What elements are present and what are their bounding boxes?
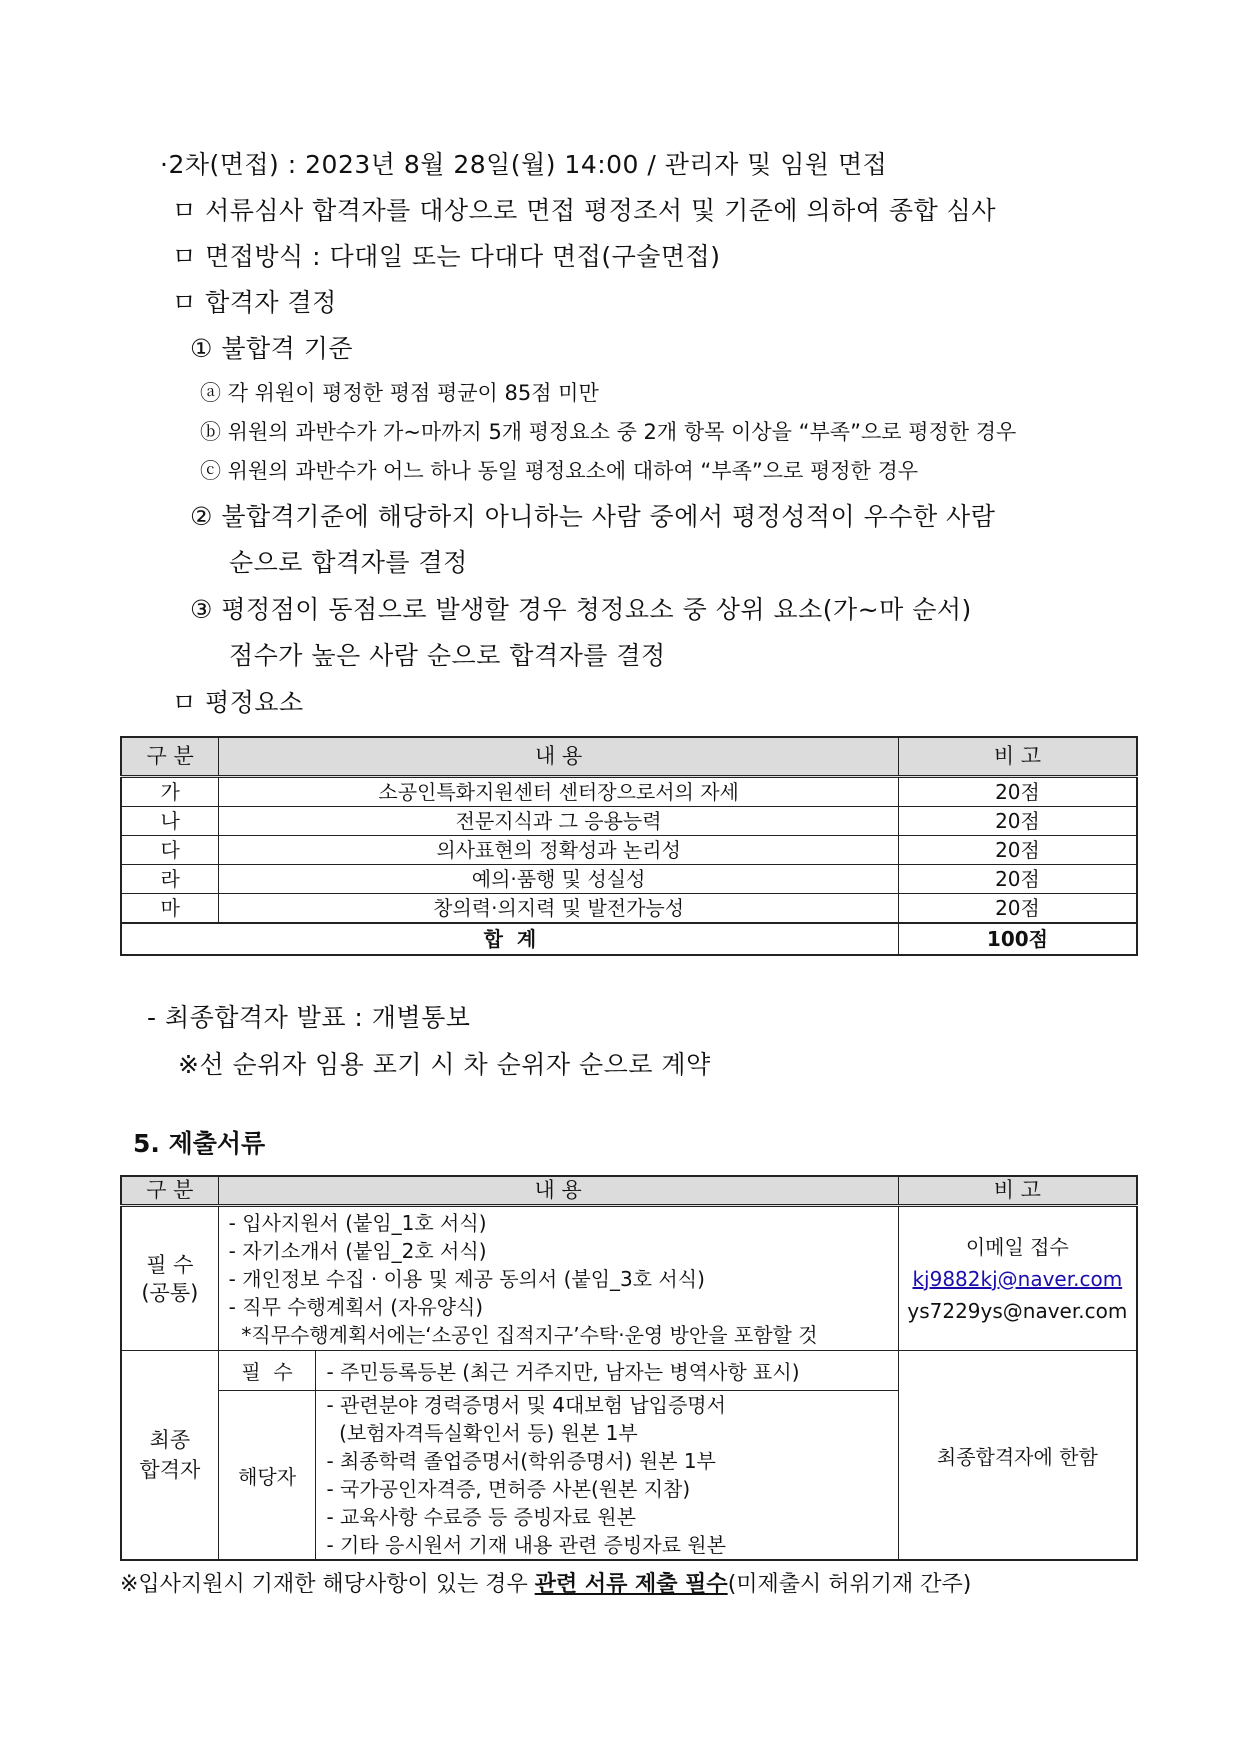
list-item: - 기타 응시원서 기재 내용 관련 증빙자료 원본 <box>326 1533 726 1557</box>
list-item: - 입사지원서 (붙임_1호 서식) <box>228 1210 487 1235</box>
table-row <box>121 807 1137 836</box>
header-note: 비 고 <box>898 1176 1137 1206</box>
criteria-1a: ⓐ 각 위원이 평정한 평점 평균이 85점 미만 <box>200 381 599 405</box>
email-text: ys7229ys@naver.com <box>907 1298 1128 1323</box>
table-row <box>121 836 1137 865</box>
list-item: - 국가공인자격증, 면허증 사본(원본 지참) <box>326 1477 691 1501</box>
final-note: ※선 순위자 임용 포기 시 차 순위자 순으로 계약 <box>178 1050 711 1079</box>
total-value: 100점 <box>898 923 1137 955</box>
criteria-2-line2: 순으로 합격자를 결정 <box>229 548 468 577</box>
row-category: 가 <box>121 777 219 807</box>
row-content: 전문지식과 그 응용능력 <box>219 807 899 836</box>
row-category: 마 <box>121 894 219 924</box>
row-note: 20점 <box>898 777 1137 807</box>
row-note: 20점 <box>898 865 1137 894</box>
criteria-1b: ⓑ 위원의 과반수가 가~마까지 5개 평정요소 중 2개 항목 이상을 “부족”으로 평정한 경우 <box>200 420 1017 444</box>
row-content: 소공인특화지원센터 센터장으로서의 자세 <box>219 777 899 807</box>
row-category: 나 <box>121 807 219 836</box>
required-note-text: 이메일 접수 <box>965 1234 1069 1259</box>
row-content: 의사표현의 정확성과 논리성 <box>219 836 899 865</box>
final-required-item: - 주민등록등본 (최근 거주지만, 남자는 병역사항 표시) <box>316 1351 898 1391</box>
footer-text: ※입사지원시 기재한 해당사항이 있는 경우 <box>120 1572 535 1597</box>
header-category: 구 분 <box>121 737 219 777</box>
list-item: - 최종학력 졸업증명서(학위증명서) 원본 1부 <box>326 1449 716 1473</box>
section-title: 5. 제출서류 <box>133 1129 266 1158</box>
final-label-line: 합격자 <box>139 1458 201 1482</box>
table-row <box>121 777 1137 807</box>
row-category: 다 <box>121 836 219 865</box>
final-sub-required: 필 수 <box>218 1351 316 1391</box>
bullet-review: ㅁ 서류심사 합격자를 대상으로 면접 평정조서 및 기준에 의하여 종합 심사 <box>172 196 996 225</box>
final-sub-applicable: 해당자 <box>218 1391 316 1561</box>
required-label-line: (공통) <box>141 1280 199 1305</box>
row-category: 라 <box>121 865 219 894</box>
footer-note <box>120 1567 971 1598</box>
row-note: 20점 <box>898 807 1137 836</box>
eval-table <box>120 736 1138 956</box>
list-item: *직무수행계획서에는‘소공인 집적지구’수탁·운영 방안을 포함할 것 <box>228 1322 818 1347</box>
table-row <box>121 894 1137 924</box>
row-content: 예의·품행 및 성실성 <box>219 865 899 894</box>
required-label <box>121 1206 218 1351</box>
final-label-line: 최종 <box>149 1428 191 1452</box>
email-link[interactable]: kj9882kj@naver.com <box>912 1266 1123 1291</box>
header-note: 비 고 <box>898 737 1137 777</box>
required-list <box>218 1206 898 1351</box>
final-label <box>121 1351 218 1561</box>
list-item: - 개인정보 수집 · 이용 및 제공 동의서 (붙임_3호 서식) <box>228 1266 705 1291</box>
list-item: - 자기소개서 (붙임_2호 서식) <box>228 1238 487 1263</box>
documents-table <box>120 1175 1138 1561</box>
list-item: - 관련분야 경력증명서 및 4대보험 납입증명서 <box>326 1393 726 1417</box>
header-category: 구 분 <box>121 1176 218 1206</box>
required-label-line: 필 수 <box>146 1252 194 1277</box>
table-header <box>121 1176 1137 1206</box>
header-content: 내 용 <box>219 737 899 777</box>
required-note <box>898 1206 1137 1351</box>
row-content: 창의력·의지력 및 발전가능성 <box>219 894 899 924</box>
bullet-eval-factors: ㅁ 평정요소 <box>172 688 304 717</box>
header-content: 내 용 <box>218 1176 898 1206</box>
criteria-1c: ⓒ 위원의 과반수가 어느 하나 동일 평정요소에 대하여 “부족”으로 평정한 경우 <box>200 459 919 483</box>
list-item: - 교육사항 수료증 등 증빙자료 원본 <box>326 1505 636 1529</box>
final-announce: - 최종합격자 발표 : 개별통보 <box>147 1003 471 1032</box>
table-header <box>121 737 1137 777</box>
final-required-row <box>121 1351 1137 1391</box>
total-label: 합 계 <box>121 923 898 955</box>
required-row <box>121 1206 1137 1351</box>
final-applicable-list <box>316 1391 898 1561</box>
criteria-3-line2: 점수가 높은 사람 순으로 합격자를 결정 <box>229 641 666 670</box>
footer-text: (미제출시 허위기재 간주) <box>727 1572 972 1597</box>
total-row <box>121 923 1137 955</box>
criteria-1: ① 불합격 기준 <box>190 334 354 363</box>
criteria-2-line1: ② 불합격기준에 해당하지 아니하는 사람 중에서 평정성적이 우수한 사람 <box>190 502 996 531</box>
row-note: 20점 <box>898 894 1137 924</box>
table-row <box>121 865 1137 894</box>
list-item: (보험자격득실확인서 등) 원본 1부 <box>326 1421 638 1445</box>
bullet-decision: ㅁ 합격자 결정 <box>172 288 337 317</box>
final-note: 최종합격자에 한함 <box>898 1351 1137 1561</box>
interview-line: ·2차(면접) : 2023년 8월 28일(월) 14:00 / 관리자 및 임원 면접 <box>160 150 888 179</box>
footer-emphasis: 관련 서류 제출 필수 <box>534 1572 728 1597</box>
row-note: 20점 <box>898 836 1137 865</box>
list-item: - 직무 수행계획서 (자유양식) <box>228 1294 484 1319</box>
bullet-method: ㅁ 면접방식 : 다대일 또는 다대다 면접(구술면접) <box>172 242 721 271</box>
criteria-3-line1: ③ 평정점이 동점으로 발생할 경우 쳥정요소 중 상위 요소(가~마 순서) <box>190 595 972 624</box>
